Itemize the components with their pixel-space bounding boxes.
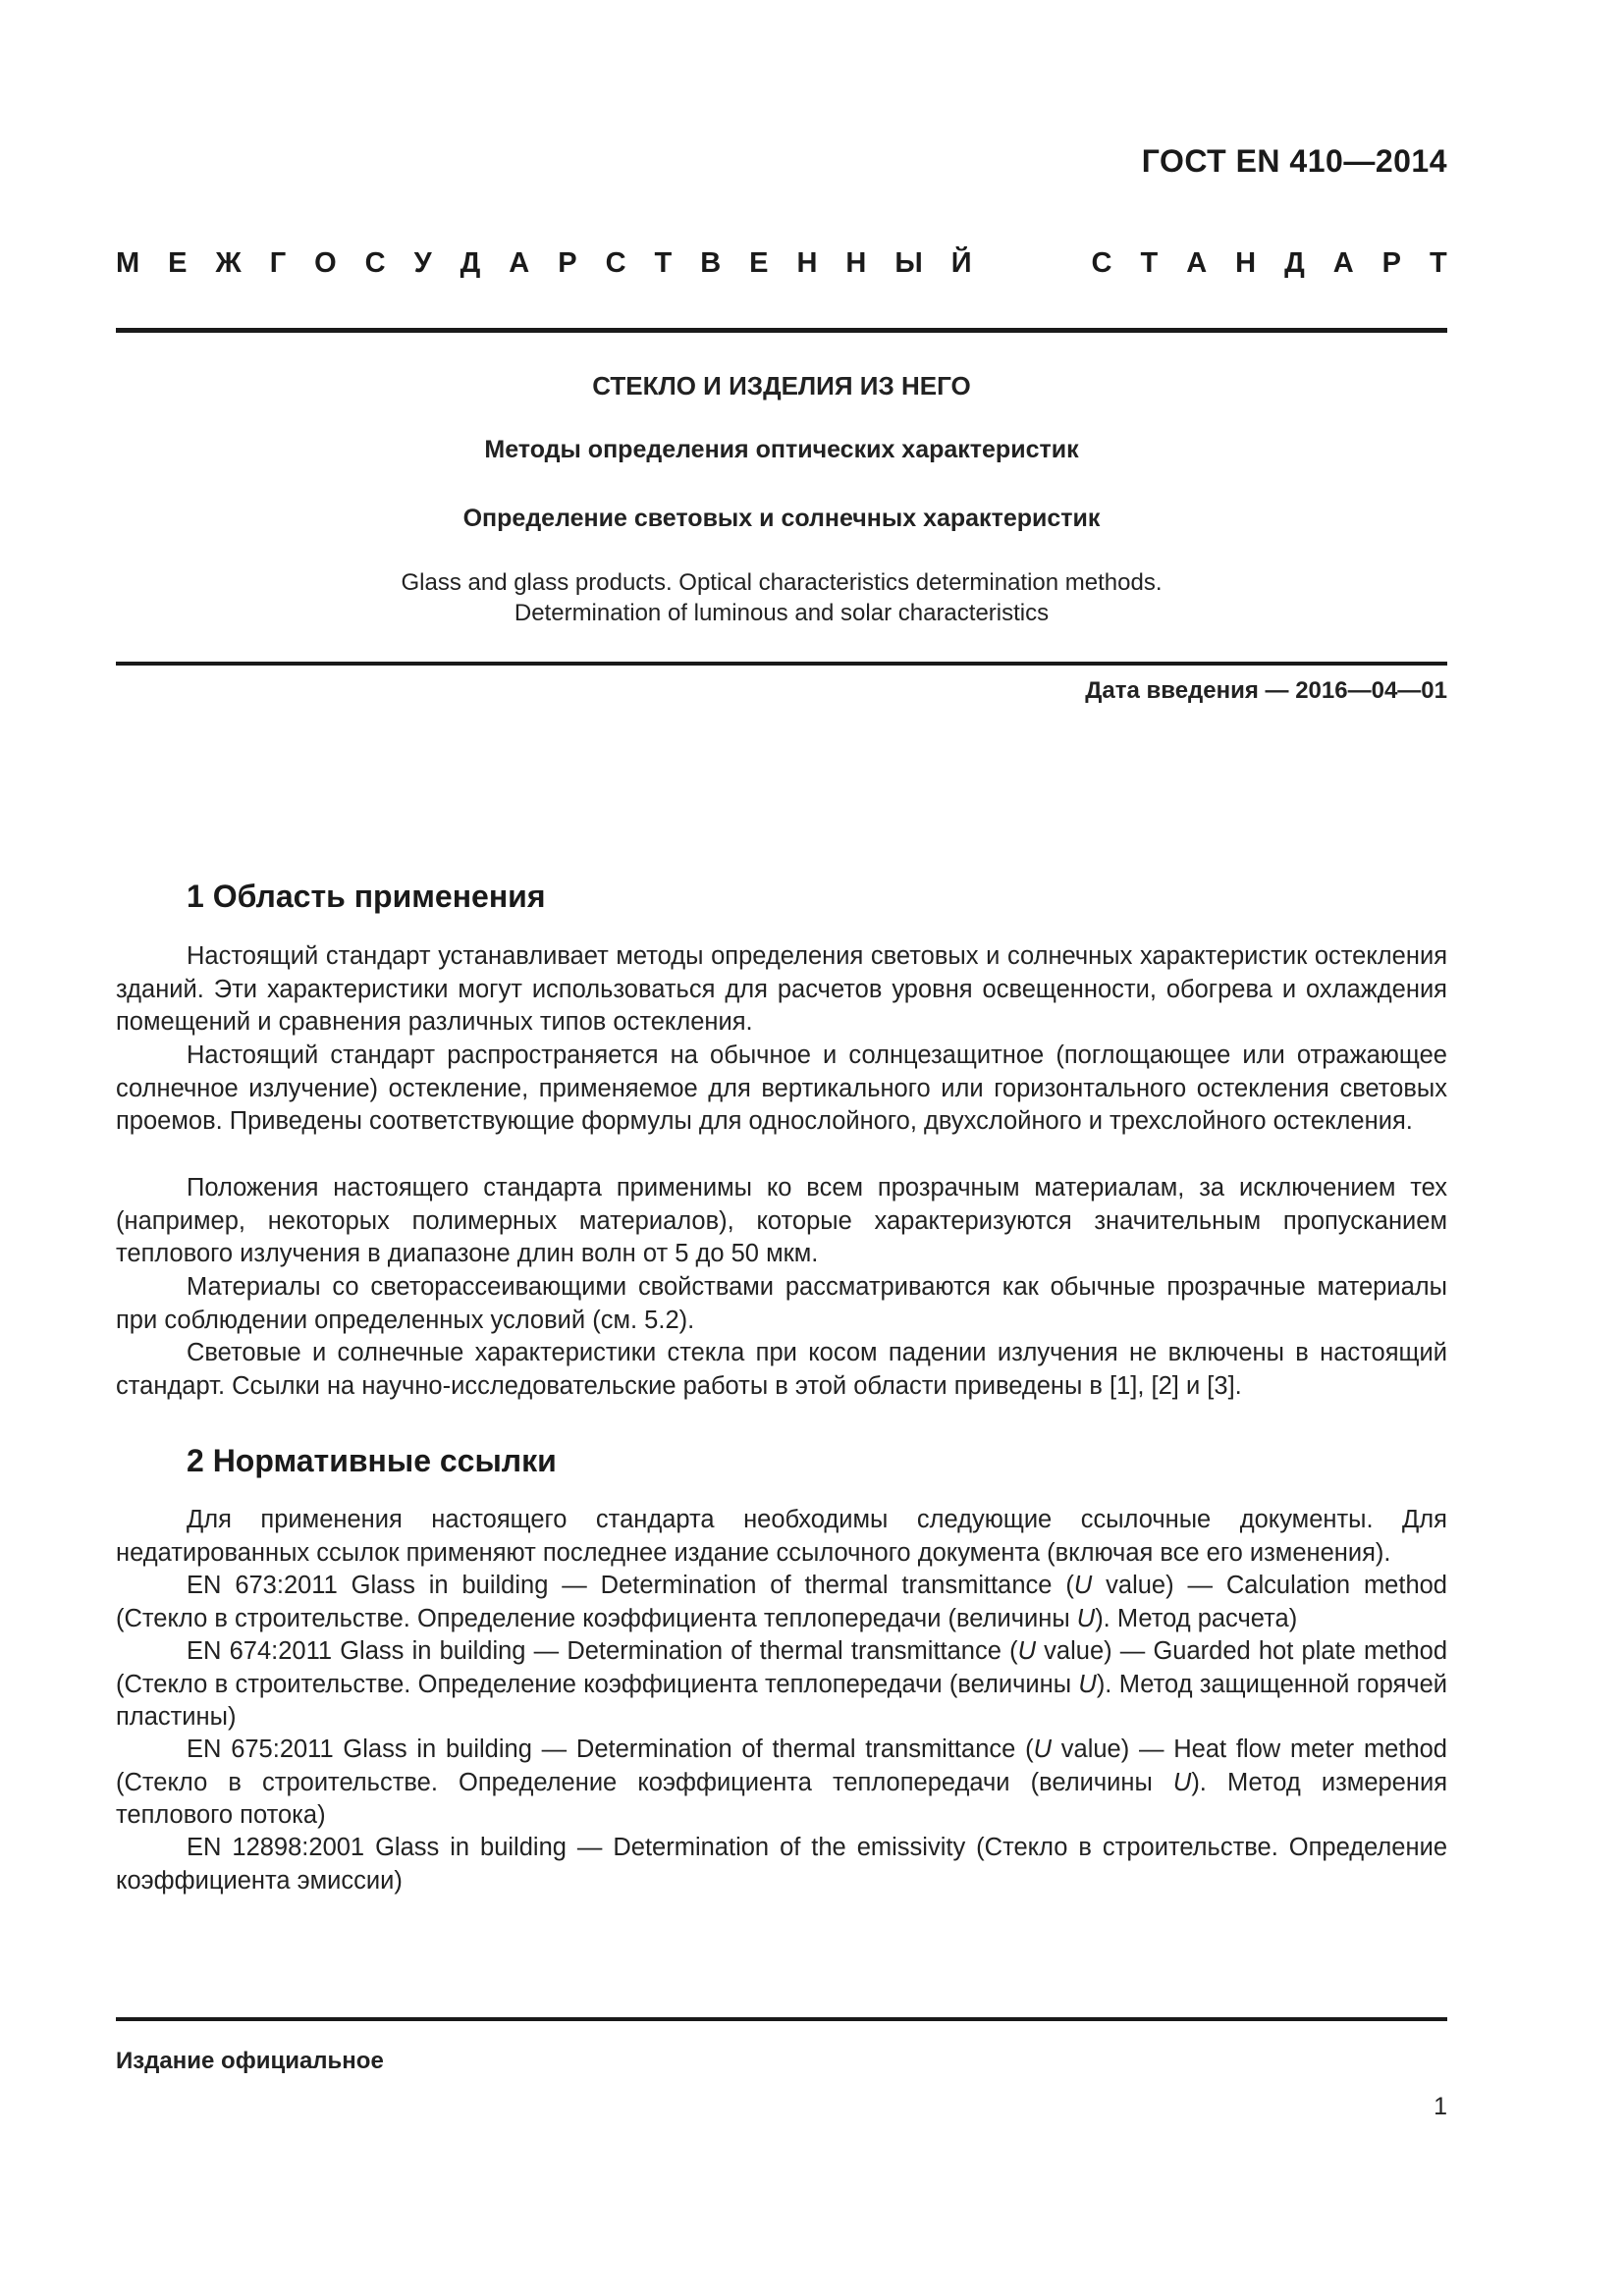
section-1-heading: 1 Область применения <box>187 879 546 914</box>
letter: В <box>700 247 722 279</box>
section-2-intro: Для применения настоящего стандарта необходимы следующие ссылочные документы. Для недатированных ссылок применяют последнее издание ссылочного документа (включая все его изменения). <box>116 1506 1447 1567</box>
reference-text: value) — Calculation method (Стекло в строительстве. Определение коэффициента теплопередачи (величины <box>116 1572 1447 1632</box>
letter: О <box>314 247 337 279</box>
letter: Т <box>1140 247 1159 279</box>
title-english-line-1: Glass and glass products. Optical characteristics determination methods. <box>401 569 1163 596</box>
title-main: СТЕКЛО И ИЗДЕЛИЯ ИЗ НЕГО <box>592 371 971 400</box>
letter: Й <box>950 247 972 279</box>
section-1-paragraph: Материалы со светорассеивающими свойствами рассматриваются как обычные прозрачные материалы при соблюдении определенных условий (см. 5.2). <box>116 1273 1447 1334</box>
letter: Ы <box>894 247 923 279</box>
reference-text: ). Метод защищенной горячей пластины) <box>116 1670 1447 1731</box>
section-1-paragraph: Световые и солнечные характеристики стекла при косом падении излучения не включены в настоящий стандарт. Ссылки на научно-исследовательские работы в этой области приведены в [1], [2] и [3]. <box>116 1339 1447 1400</box>
letter: А <box>1332 247 1354 279</box>
reference-text: value) — Heat flow meter method (Стекло в строительстве. Определение коэффициента теплопередачи (величины <box>116 1735 1447 1796</box>
letter: Н <box>845 247 867 279</box>
standard-kind-heading <box>116 247 1447 280</box>
normative-reference <box>116 1570 1447 1635</box>
letter: Р <box>558 247 577 279</box>
title-subtitle-1: Методы определения оптических характеристик <box>484 436 1079 463</box>
normative-reference <box>116 1734 1447 1833</box>
normative-reference <box>116 1635 1447 1735</box>
letter: С <box>364 247 386 279</box>
title-english-line-2: Determination of luminous and solar characteristics <box>514 600 1050 626</box>
letter: Т <box>1429 247 1447 279</box>
letter: М <box>116 247 140 279</box>
letter: Г <box>269 247 287 279</box>
section-1-paragraph: Настоящий стандарт устанавливает методы определения световых и солнечных характеристик остекления зданий. Эти характеристики могут использоваться для расчетов уровня освещенности, обогрева и охлаждения помещений и сравнения различных типов остекления. <box>116 942 1447 1036</box>
letter: У <box>413 247 432 279</box>
reference-text: ). Метод измерения теплового потока) <box>116 1768 1447 1829</box>
letter: Е <box>749 247 769 279</box>
letter: Н <box>1235 247 1257 279</box>
introduction-date: Дата введения — 2016—04—01 <box>1085 677 1447 704</box>
u-symbol: U <box>1033 1735 1052 1763</box>
u-symbol: U <box>1073 1572 1093 1599</box>
page-number: 1 <box>1434 2093 1447 2120</box>
letter: Ж <box>215 247 242 279</box>
reference-text: ). Метод расчета) <box>1095 1604 1298 1632</box>
letter: А <box>509 247 530 279</box>
reference-text: EN 675:2011 Glass in building — Determination of thermal transmittance ( <box>187 1735 1034 1763</box>
letter: Д <box>460 247 481 279</box>
letter: С <box>1091 247 1112 279</box>
reference-text: EN 673:2011 Glass in building — Determination of thermal transmittance ( <box>187 1572 1074 1599</box>
letter: Е <box>168 247 188 279</box>
letter: Р <box>1381 247 1401 279</box>
u-symbol: U <box>1078 1670 1097 1698</box>
reference-text: value) — Guarded hot plate method (Стекло в строительстве. Определение коэффициента теплопередачи (величины <box>116 1637 1448 1698</box>
header-rule <box>116 328 1447 333</box>
reference-text: EN 674:2011 Glass in building — Determination of thermal transmittance ( <box>187 1637 1018 1665</box>
title-rule <box>116 662 1447 666</box>
footer-rule <box>116 2017 1447 2021</box>
letter: Н <box>796 247 818 279</box>
letter: С <box>605 247 626 279</box>
u-symbol: U <box>1076 1604 1096 1632</box>
title-english <box>116 567 1447 628</box>
section-2-heading: 2 Нормативные ссылки <box>187 1443 557 1478</box>
title-subtitle-2: Определение световых и солнечных характеристик <box>462 505 1101 532</box>
letter: А <box>1186 247 1208 279</box>
normative-reference: EN 12898:2001 Glass in building — Determination of the emissivity (Стекло в строительстве. Определение коэффициента эмиссии) <box>116 1834 1447 1895</box>
letter: Д <box>1284 247 1305 279</box>
section-1-paragraph: Настоящий стандарт распространяется на обычное и солнцезащитное (поглощающее или отражающее солнечное излучение) остекление, применяемое для вертикального или горизонтального остекления световых проемов. Приведены соответствующие формулы для однослойного, двухслойного и трехслойного остекления. <box>116 1041 1447 1135</box>
u-symbol: U <box>1017 1637 1037 1665</box>
u-symbol: U <box>1172 1768 1192 1796</box>
letter: Т <box>654 247 673 279</box>
section-1-paragraph: Положения настоящего стандарта применимы ко всем прозрачным материалам, за исключением тех (например, некоторых полимерных материалов), которые характеризуются значительным пропусканием теплового излучения в диапазоне длин волн от 5 до 50 мкм. <box>116 1174 1447 1267</box>
edition-label: Издание официальное <box>116 2048 384 2074</box>
standard-number: ГОСТ EN 410—2014 <box>1141 143 1447 179</box>
